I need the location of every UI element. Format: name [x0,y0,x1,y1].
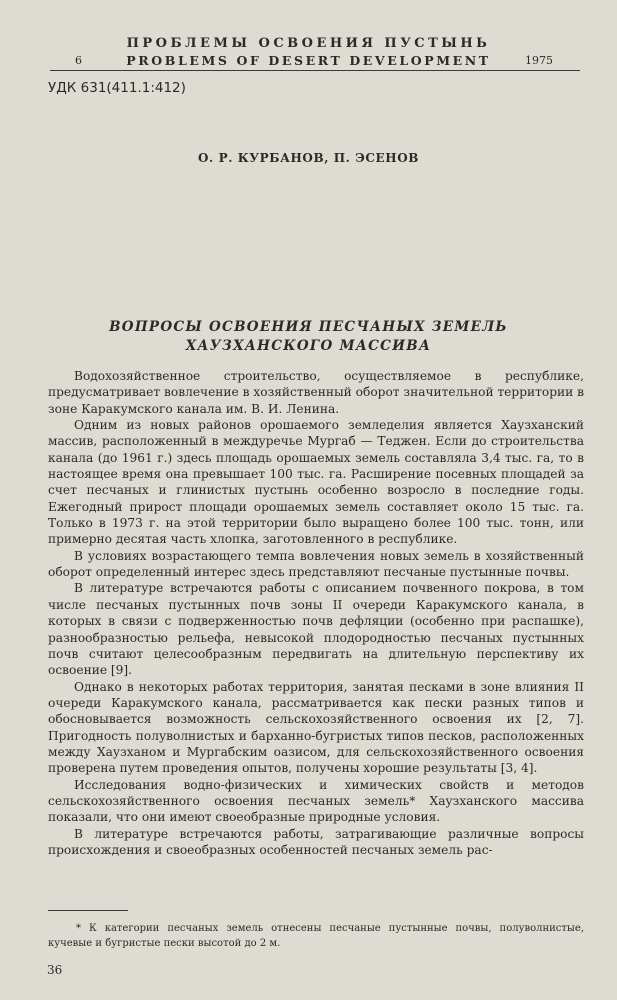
paragraph-7: В литературе встречаются работы, затрагивающие различные вопросы происхождения и своеобразных особенностей песчаных земель рас- [48,826,584,857]
paragraph-6: Исследования водно-физических и химических свойств и методов сельскохозяйственного освоения песчаных земель* Хаузханского массива показали, что они имеют своеобразные природные условия. [48,777,584,825]
article-title-line-1: ВОПРОСЫ ОСВОЕНИЯ ПЕСЧАНЫХ ЗЕМЕЛЬ [109,319,508,335]
issue-year: 1975 [525,54,553,67]
journal-title-en: PROBLEMS OF DESERT DEVELOPMENT [126,53,491,68]
issue-number: 6 [75,54,82,67]
udc-code: УДК 631(411.1:412) [48,80,186,96]
article-title [0,318,617,356]
paragraph-5: Однако в некоторых работах территория, занятая песками в зоне влияния II очереди Каракумского канала, рассматривается как пески разных типов и обосновывается возможность сельскохозяйственного освоения их [2, 7]. Пригодность полуволнистых и барханно-бугристых типов песков, расположенных между Хаузханом и Мургабским оазисом, для сельскохозяйственного освоения проверена путем проведения опытов, получены хорошие результаты [3, 4]. [48,679,584,776]
paragraph-1: Водохозяйственное строительство, осуществляемое в республике, предусматривает вовлечение в хозяйственный оборот значительной территории в зоне Каракумского канала им. В. И. Ленина. [48,369,584,416]
footnote-rule [48,910,128,911]
article-title-line-2: ХАУЗХАНСКОГО МАССИВА [185,338,432,354]
page-number: 36 [47,963,63,977]
footnote: * К категории песчаных земель отнесены песчаные пустынные почвы, полуволнистые, кучевые и бугристые пески высотой до 2 м. [48,923,584,949]
article-body [48,368,584,858]
paragraph-3: В условиях возрастающего темпа вовлечения новых земель в хозяйственный оборот определенный интерес здесь представляют песчаные пустынные почвы. [48,548,584,580]
paragraph-4: В литературе встречаются работы с описанием почвенного покрова, в том числе песчаных пустынных почв зоны II очереди Каракумского канала, в которых в связи с подверженностью почв дефляции (особенно при распашке), разнообразностью рельефа, невысокой плодородностью песчаных пустынных почв считают целесообразным передвигать на длительную перспективу их освоение [9]. [48,581,584,678]
header-rule [50,70,580,71]
journal-title-ru: ПРОБЛЕМЫ ОСВОЕНИЯ ПУСТЫНЬ [126,36,491,51]
authors: О. Р. КУРБАНОВ, П. ЭСЕНОВ [197,151,420,165]
paragraph-2: Одним из новых районов орошаемого земледелия является Хаузханский массив, расположенный в междуречье Мургаб — Теджен. Если до строительства канала (до 1961 г.) здесь площадь орошаемых земель составляла 3,4 тыс. га, то в настоящее время она превышает 100 тыс. га. Расширение посевных площадей за счет песчаных и глинистых пустынь особенно возросло в последние годы. Ежегодный прирост площади орошаемых земель составляет около 15 тыс. га. Только в 1973 г. на этой территории было выращено более 100 тыс. тонн, или примерно десятая часть хлопка, заготовленного в республике. [48,418,584,547]
